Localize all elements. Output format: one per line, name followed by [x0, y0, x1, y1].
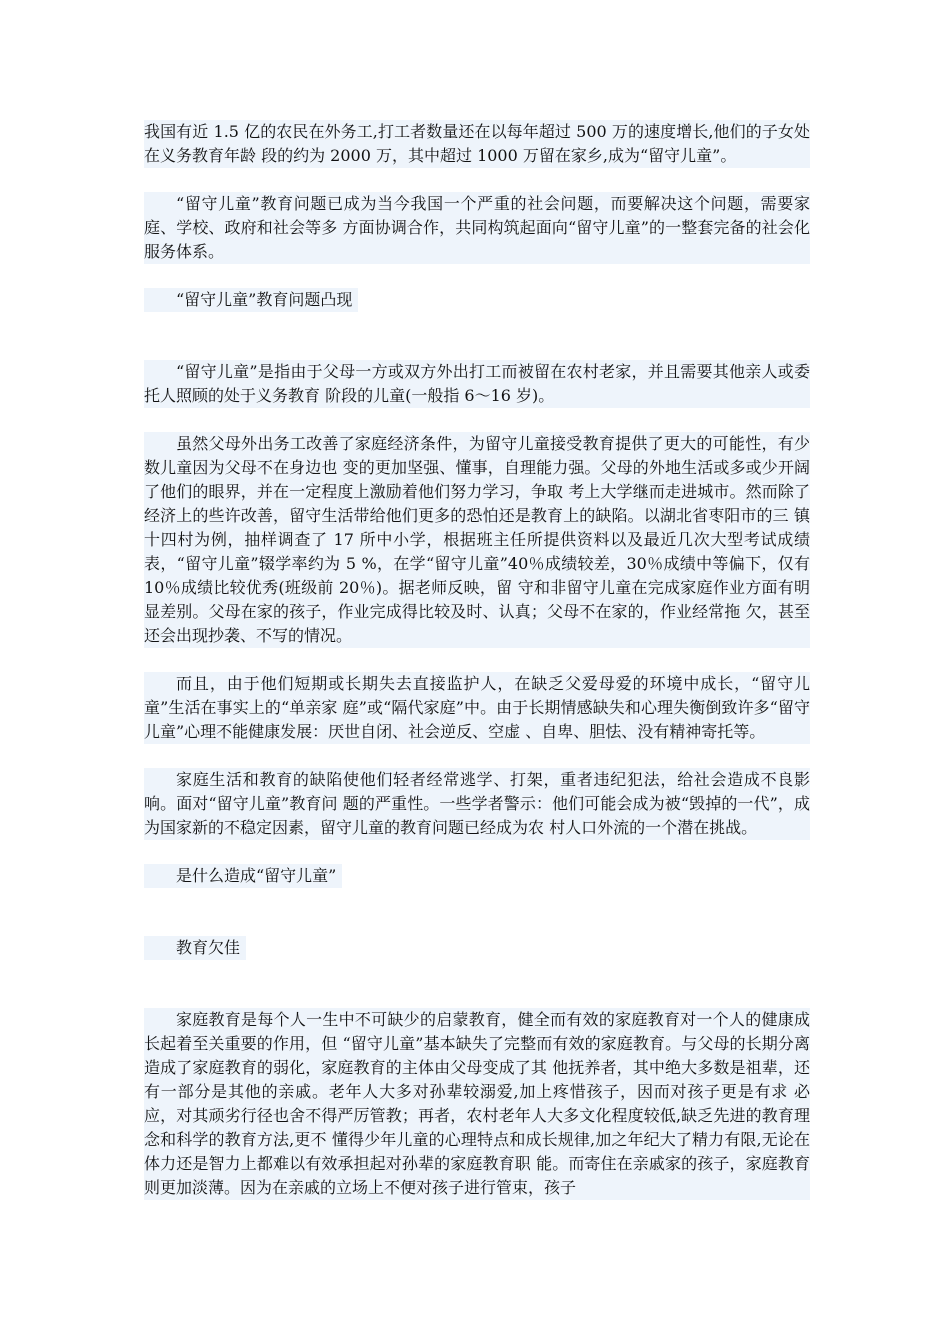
- section-heading-poor-education: 教育欠佳: [144, 936, 246, 960]
- paragraph-psychological-effects: 而且，由于他们短期或长期失去直接监护人，在缺乏父爱母爱的环境中成长，“留守儿童”生活在事实上的“单亲家 庭”或“隔代家庭”中。由于长期情感缺失和心理失衡倒致许多“留守儿童”心理不能健康发展：厌世自闭、社会逆反、空虚 、自卑、胆怯、没有精神寄托等。: [144, 672, 810, 744]
- paragraph-family-education: 家庭教育是每个人一生中不可缺少的启蒙教育，健全而有效的家庭教育对一个人的健康成长起着至关重要的作用，但 “留守儿童”基本缺失了完整而有效的家庭教育。与父母的长期分离造成了家庭教育的弱化，家庭教育的主体由父母变成了其 他抚养者，其中绝大多数是祖辈，还有一部分是其他的亲戚。老年人大多对孙辈较溺爱,加上疼惜孩子，因而对孩子更是有求 必应，对其顽劣行径也舍不得严厉管教；再者，农村老年人大多文化程度较低,缺乏先进的教育理念和科学的教育方法,更不 懂得少年儿童的心理特点和成长规律,加之年纪大了精力有限,无论在体力还是智力上都难以有效承担起对孙辈的家庭教育职 能。而寄住在亲戚家的孩子，家庭教育则更加淡薄。因为在亲戚的立场上不便对孩子进行管束，孩子: [144, 1008, 810, 1200]
- section-heading-wrap-2: [144, 864, 810, 912]
- section-heading-causes: 是什么造成“留守儿童”: [144, 864, 342, 888]
- paragraph-social-problem: “留守儿童”教育问题已成为当今我国一个严重的社会问题，而要解决这个问题，需要家庭、学校、政府和社会等多 方面协调合作，共同构筑起面向“留守儿童”的一整套完备的社会化服务体系。: [144, 192, 810, 264]
- paragraph-intro-statistics: 我国有近 1.5 亿的农民在外务工,打工者数量还在以每年超过 500 万的速度增长,他们的子女处在义务教育年龄 段的约为 2000 万，其中超过 1000 万留在家乡,成为“留守儿童”。: [144, 120, 810, 168]
- section-heading-problem-emerges: “留守儿童”教育问题凸现: [144, 288, 358, 312]
- paragraph-social-impact: 家庭生活和教育的缺陷使他们轻者经常逃学、打架，重者违纪犯法，给社会造成不良影响。面对“留守儿童”教育问 题的严重性。一些学者警示：他们可能会成为被“毁掉的一代”，成为国家新的不稳定因素，留守儿童的教育问题已经成为农 村人口外流的一个潜在挑战。: [144, 768, 810, 840]
- section-heading-wrap-1: [144, 288, 810, 336]
- article-body: [144, 120, 810, 1200]
- section-heading-wrap-3: [144, 936, 810, 984]
- paragraph-definition: “留守儿童”是指由于父母一方或双方外出打工而被留在农村老家，并且需要其他亲人或委托人照顾的处于义务教育 阶段的儿童(一般指 6～16 岁)。: [144, 360, 810, 408]
- paragraph-survey-results: 虽然父母外出务工改善了家庭经济条件，为留守儿童接受教育提供了更大的可能性，有少数儿童因为父母不在身边也 变的更加坚强、懂事，自理能力强。父母的外地生活或多或少开阔了他们的眼界，并在一定程度上激励着他们努力学习，争取 考上大学继而走进城市。然而除了经济上的些许改善，留守生活带给他们更多的恐怕还是教育上的缺陷。以湖北省枣阳市的三 镇十四村为例，抽样调查了 17 所中小学，根据班主任所提供资料以及最近几次大型考试成绩表，“留守儿童”辍学率约为 5 %，在学“留守儿童”40％成绩较差，30％成绩中等偏下，仅有 10％成绩比较优秀(班级前 20％)。据老师反映，留 守和非留守儿童在完成家庭作业方面有明显差别。父母在家的孩子，作业完成得比较及时、认真；父母不在家的，作业经常拖 欠，甚至还会出现抄袭、不写的情况。: [144, 432, 810, 648]
